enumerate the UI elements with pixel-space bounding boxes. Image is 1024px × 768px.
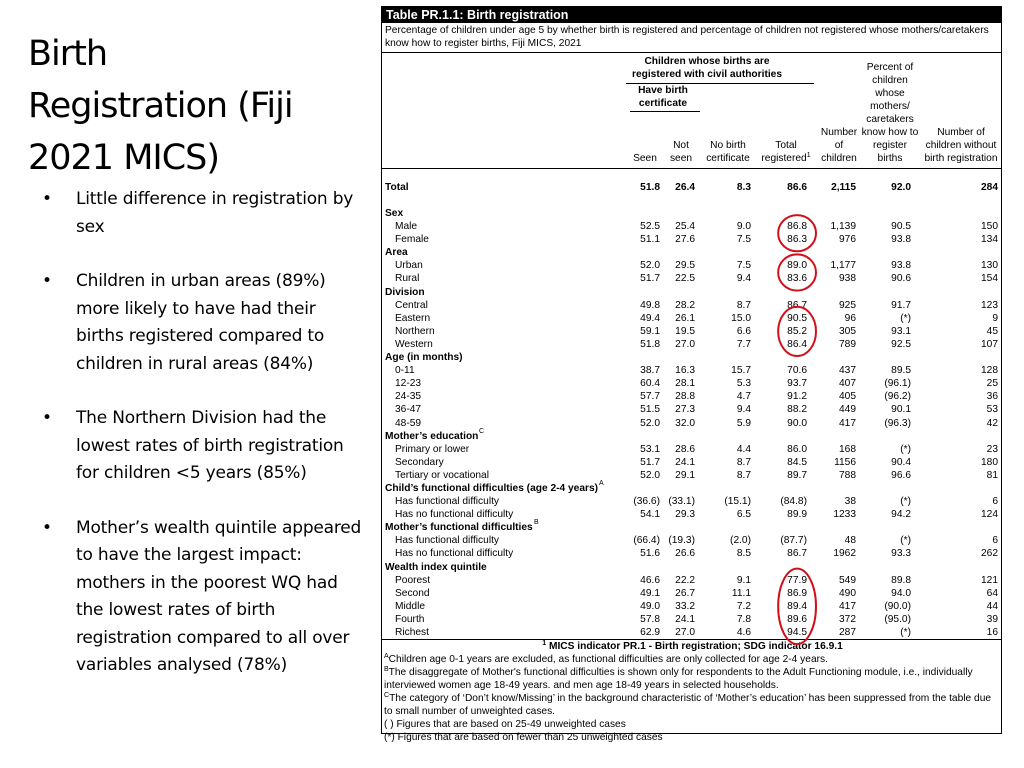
cell-col-3: 86.0 — [787, 443, 807, 455]
col-header-seen: Seen — [633, 153, 657, 164]
row-label: Mother’s education — [385, 430, 479, 442]
cell-col-2: 7.5 — [736, 260, 751, 272]
table-row — [382, 325, 1001, 338]
table-row — [382, 456, 1001, 469]
cell-col-4: 407 — [839, 378, 856, 390]
cell-col-1: 28.8 — [675, 391, 695, 403]
cell-col-4: 417 — [839, 417, 856, 429]
cell-col-4: 1,177 — [830, 260, 856, 272]
cell-col-1: 22.2 — [675, 574, 695, 586]
cell-col-1: 28.2 — [675, 299, 695, 311]
cell-col-1: 24.1 — [675, 456, 695, 468]
cell-col-4: 938 — [839, 273, 856, 285]
row-label: 36-47 — [395, 404, 422, 416]
cell-col-4: 449 — [839, 404, 856, 416]
table-group-heading — [382, 207, 1001, 220]
row-label: Has functional difficulty — [395, 535, 500, 547]
cell-col-6: 262 — [981, 548, 998, 560]
table-row — [382, 469, 1001, 482]
table-group-heading — [382, 246, 1001, 259]
row-label: Middle — [395, 600, 426, 612]
cell-col-5: (*) — [900, 496, 911, 508]
cell-col-5: 91.7 — [891, 299, 911, 311]
table-column-headers — [382, 53, 1001, 169]
cell-col-1: 32.0 — [675, 417, 695, 429]
table-row — [382, 600, 1001, 613]
cell-col-1: 26.6 — [675, 548, 695, 560]
cell-col-0: (36.6) — [633, 496, 660, 508]
cell-col-2: 11.1 — [731, 587, 751, 599]
cell-col-0: 51.7 — [640, 456, 660, 468]
row-label: Richest — [395, 627, 429, 638]
cell-col-4: 1,139 — [830, 221, 856, 233]
cell-col-2: (15.1) — [724, 496, 751, 508]
cell-col-1: 29.3 — [675, 509, 695, 521]
row-label: Division — [385, 286, 425, 298]
cell-col-4: 405 — [839, 391, 856, 403]
cell-col-5: 93.1 — [891, 325, 911, 337]
cell-col-5: 93.3 — [891, 548, 911, 560]
cell-col-6: 44 — [986, 600, 998, 612]
cell-col-2: 6.5 — [736, 509, 751, 521]
cell-col-1: 25.4 — [675, 221, 695, 233]
table-row — [382, 364, 1001, 377]
row-label: Northern — [395, 325, 435, 337]
cell-col-2: (2.0) — [730, 535, 751, 547]
table-group-heading — [382, 561, 1001, 574]
cell-col-2: 4.4 — [736, 443, 751, 455]
cell-col-4: 48 — [844, 535, 856, 547]
cell-col-0: 38.7 — [640, 365, 660, 377]
cell-col-5: 92.5 — [891, 338, 911, 350]
cell-col-5: 93.8 — [891, 260, 911, 272]
cell-col-6: 16 — [986, 627, 998, 638]
row-label: Rural — [395, 273, 420, 285]
table-row — [382, 547, 1001, 560]
cell-col-1: 26.7 — [675, 587, 695, 599]
row-label: Secondary — [395, 456, 444, 468]
cell-col-2: 7.8 — [736, 613, 751, 625]
cell-col-2: 4.7 — [736, 391, 751, 403]
slide-title-line-3: 2021 MICS) — [28, 138, 220, 178]
cell-col-2: 4.6 — [736, 627, 751, 638]
cell-col-0: 49.1 — [640, 587, 660, 599]
cell-col-2: 9.0 — [736, 221, 751, 233]
cell-col-4: 1233 — [833, 509, 856, 521]
cell-col-5: (96.1) — [884, 378, 911, 390]
cell-col-0: 52.0 — [640, 260, 660, 272]
cell-col-0: 53.1 — [640, 443, 660, 455]
table-group-heading — [382, 521, 1001, 534]
cell-col-2: 8.7 — [736, 456, 751, 468]
row-label: Sex — [385, 208, 404, 219]
cell-col-3: 70.6 — [787, 365, 807, 377]
cell-col-1: 24.1 — [675, 613, 695, 625]
row-label: 24-35 — [395, 391, 422, 403]
cell-col-0: 49.8 — [640, 299, 660, 311]
cell-col-5: (96.2) — [884, 391, 911, 403]
row-label: Mother’s functional difficulties — [385, 522, 533, 534]
cell-col-3: (84.8) — [780, 496, 807, 508]
cell-col-1: 29.5 — [675, 260, 695, 272]
cell-col-0: 51.5 — [640, 404, 660, 416]
cell-col-5: 90.4 — [891, 456, 911, 468]
cell-col-4: 1156 — [834, 456, 856, 468]
row-label: Has no functional difficulty — [395, 548, 514, 560]
cell-col-5: 89.8 — [891, 574, 911, 586]
cell-col-2: 7.2 — [736, 600, 751, 612]
cell-col-0: 52.0 — [640, 417, 660, 429]
cell-col-3: 86.9 — [787, 587, 807, 599]
cell-col-2: 5.3 — [736, 378, 751, 390]
cell-col-4: 417 — [839, 600, 856, 612]
cell-col-3: 90.5 — [787, 312, 807, 324]
slide-title-line-2: Registration (Fiji — [28, 86, 293, 126]
table-row — [382, 587, 1001, 600]
cell-col-6: 180 — [981, 456, 998, 468]
cell-col-2: 15.0 — [731, 312, 751, 324]
cell-col-3: 89.0 — [787, 260, 807, 272]
table-row — [382, 443, 1001, 456]
cell-col-0: 49.0 — [640, 600, 660, 612]
cell-col-2: 6.6 — [736, 325, 751, 337]
cell-col-4: 437 — [839, 365, 856, 377]
col-header-total-registered: Total registered$^1$ — [761, 140, 811, 164]
bullet-sex: • Little difference in registration by sex — [42, 186, 362, 241]
cell-col-6: 36 — [986, 391, 998, 403]
cell-col-6: 25 — [986, 378, 998, 390]
row-label: Primary or lower — [395, 443, 470, 455]
cell-col-1: (33.1) — [668, 496, 695, 508]
row-label: Age (in months) — [385, 352, 463, 364]
table-group-heading — [382, 286, 1001, 299]
cell-col-6: 23 — [986, 443, 998, 455]
cell-col-0: 62.9 — [640, 627, 660, 638]
table-row-total — [382, 169, 1001, 207]
cell-col-3: 88.2 — [787, 404, 807, 416]
cell-col-2: 8.7 — [736, 299, 751, 311]
cell-col-6: 81 — [986, 469, 998, 481]
footnote-a: $^A$Children age 0-1 years are excluded, as functional difficulties are only collected for age 2-4 years. — [384, 653, 828, 666]
row-label-superscript: A — [599, 479, 604, 487]
table-group-heading — [382, 427, 1001, 443]
cell-col-5: (90.0) — [884, 600, 911, 612]
cell-col-3: 86.7 — [787, 299, 807, 311]
cell-col-6: 128 — [981, 365, 998, 377]
cell-col-3: 84.5 — [787, 456, 807, 468]
cell-col-1: 29.1 — [675, 469, 695, 481]
bullet-urban-rural: • Children in urban areas (89%) more likely to have had their births registered compared to children in rural areas (84%) — [42, 268, 362, 378]
row-label: Child’s functional difficulties (age 2-4 years) — [385, 482, 599, 494]
cell-col-1: 26.1 — [675, 312, 695, 324]
birth-registration-table — [381, 6, 1002, 744]
row-label: 48-59 — [395, 417, 422, 429]
cell-col-1: 27.0 — [675, 627, 695, 638]
header-have-certificate: Have birth certificate — [638, 85, 688, 109]
cell-col-6: 9 — [992, 312, 998, 324]
cell-col-0: 51.7 — [640, 273, 660, 285]
row-label: Has no functional difficulty — [395, 509, 514, 521]
cell-col-2: 15.7 — [731, 365, 751, 377]
cell-col-4: 305 — [839, 325, 856, 337]
cell-col-0: 51.1 — [640, 234, 660, 246]
cell-col-2: 8.5 — [736, 548, 751, 560]
row-label: Central — [395, 299, 428, 311]
table-row — [382, 259, 1001, 272]
table-body — [382, 169, 1001, 639]
cell-col-4: 168 — [839, 443, 856, 455]
table-row — [382, 495, 1001, 508]
row-label: Total — [385, 182, 409, 193]
cell-col-6: 39 — [986, 613, 998, 625]
table-group-heading — [382, 351, 1001, 364]
cell-col-0: 51.8 — [640, 338, 660, 350]
table-row — [382, 338, 1001, 351]
cell-col-6: 130 — [981, 260, 998, 272]
row-label: Area — [385, 247, 408, 259]
cell-col-1: 27.6 — [675, 234, 695, 246]
cell-col-5: 96.6 — [891, 469, 911, 481]
cell-col-4: 490 — [839, 587, 856, 599]
cell-col-0: 60.4 — [640, 378, 660, 390]
row-label: Fourth — [395, 613, 425, 625]
table-group-heading — [382, 479, 1001, 495]
cell-col-1: 27.3 — [675, 404, 695, 416]
cell-col-1: 28.1 — [675, 378, 695, 390]
cell-col-5: (*) — [900, 627, 911, 638]
cell-col-6: 53 — [986, 404, 998, 416]
cell-col-2: 9.1 — [736, 574, 751, 586]
cell-col-2: 9.4 — [736, 404, 751, 416]
table-footnotes — [382, 639, 1001, 744]
row-label: Urban — [395, 260, 423, 272]
cell-col-2: 8.7 — [736, 469, 751, 481]
cell-col-6: 64 — [986, 587, 998, 599]
table-row — [382, 377, 1001, 390]
cell-col-6: 154 — [981, 273, 998, 285]
cell-col-0: 52.5 — [640, 221, 660, 233]
cell-col-6: 6 — [992, 496, 998, 508]
cell-col-3: 89.7 — [787, 469, 807, 481]
cell-col-2: 5.9 — [736, 417, 751, 429]
cell-col-4: 1962 — [833, 548, 856, 560]
cell-col-6: 284 — [981, 182, 998, 193]
cell-col-4: 789 — [839, 338, 856, 350]
row-label: Western — [395, 338, 433, 350]
table-row — [382, 534, 1001, 547]
row-label: Male — [395, 221, 418, 233]
cell-col-5: (*) — [900, 535, 911, 547]
slide-title-line-1: Birth — [28, 34, 108, 74]
cell-col-4: 788 — [839, 469, 856, 481]
header-registered-group: Children whose births are registered with civil authorities — [631, 56, 783, 80]
cell-col-5: 90.5 — [891, 221, 911, 233]
table-title: Table PR.1.1: Birth registration — [382, 7, 1001, 23]
cell-col-1: 28.6 — [675, 443, 695, 455]
cell-col-6: 6 — [992, 535, 998, 547]
cell-col-3: 77.9 — [787, 574, 807, 586]
cell-col-5: (*) — [900, 443, 911, 455]
table-row — [382, 626, 1001, 639]
cell-col-3: 93.7 — [787, 378, 807, 390]
col-header-pct-know-register: Percent of children whose mothers/ caretakers know how to register births — [861, 62, 919, 164]
cell-col-2: 7.5 — [736, 234, 751, 246]
cell-col-0: 52.0 — [640, 469, 660, 481]
cell-col-1: 19.5 — [675, 325, 695, 337]
cell-col-3: 91.2 — [787, 391, 807, 403]
table-row — [382, 403, 1001, 416]
cell-col-5: (95.0) — [884, 613, 911, 625]
cell-col-6: 123 — [981, 299, 998, 311]
cell-col-4: 96 — [844, 312, 856, 324]
table-subtitle: Percentage of children under age 5 by whether birth is registered and percentage of children not registered whose mothers/caretakers know how to register births, Fiji MICS, 2021 — [382, 23, 1001, 53]
cell-col-0: 49.4 — [640, 312, 660, 324]
cell-col-5: 90.6 — [891, 273, 911, 285]
table-row — [382, 220, 1001, 233]
col-header-number-children: Number of children — [820, 127, 858, 164]
bullet-wealth-quintile: • Mother’s wealth quintile appeared to have the largest impact: mothers in the poorest WQ had the lowest rates of birth registration compared to all over variables analysed (78%) — [42, 515, 362, 680]
row-label: Wealth index quintile — [385, 561, 487, 573]
cell-col-3: 90.0 — [787, 417, 807, 429]
footnote-indicator: $^1$ MICS indicator PR.1 - Birth registration; SDG indicator 16.9.1 — [542, 640, 843, 653]
cell-col-4: 38 — [844, 496, 856, 508]
cell-col-4: 2,115 — [831, 182, 856, 193]
cell-col-1: 33.2 — [675, 600, 695, 612]
cell-col-3: 86.6 — [787, 182, 807, 193]
bullet-northern-division: • The Northern Division had the lowest rates of birth registration for children <5 years (85%) — [42, 405, 362, 488]
cell-col-6: 134 — [981, 234, 998, 246]
table-row — [382, 508, 1001, 521]
cell-col-4: 287 — [839, 627, 856, 638]
row-label: Has functional difficulty — [395, 496, 500, 508]
cell-col-0: 51.8 — [640, 182, 660, 193]
cell-col-1: 22.5 — [675, 273, 695, 285]
cell-col-1: (19.3) — [668, 535, 695, 547]
cell-col-6: 121 — [981, 574, 998, 586]
cell-col-6: 124 — [981, 509, 998, 521]
cell-col-0: 59.1 — [640, 325, 660, 337]
header-cert-underline — [630, 111, 700, 112]
row-label-superscript: C — [479, 427, 485, 435]
cell-col-6: 45 — [986, 325, 998, 337]
col-header-no-certificate: No birth certificate — [706, 140, 750, 164]
cell-col-3: 86.7 — [787, 548, 807, 560]
row-label: 0-11 — [395, 365, 415, 377]
cell-col-3: 89.9 — [787, 509, 807, 521]
cell-col-1: 16.3 — [675, 365, 695, 377]
cell-col-2: 9.4 — [736, 273, 751, 285]
row-label: Tertiary or vocational — [395, 469, 489, 481]
table-row — [382, 233, 1001, 246]
cell-col-6: 107 — [981, 338, 998, 350]
table-row — [382, 613, 1001, 626]
col-header-not-seen: Not seen — [669, 140, 693, 164]
cell-col-3: 89.4 — [787, 600, 807, 612]
table-row — [382, 390, 1001, 403]
cell-col-3: (87.7) — [780, 535, 807, 547]
cell-col-3: 85.2 — [787, 325, 807, 337]
footnote-asterisk: (*) Figures that are based on fewer than 25 unweighted cases — [384, 732, 663, 744]
bullet-list — [42, 186, 362, 707]
cell-col-5: 93.8 — [891, 234, 911, 246]
row-label: 12-23 — [395, 378, 422, 390]
cell-col-0: 46.6 — [640, 574, 660, 586]
cell-col-4: 372 — [839, 613, 856, 625]
cell-col-5: 94.2 — [891, 509, 911, 521]
row-label: Poorest — [395, 574, 431, 586]
cell-col-4: 925 — [839, 299, 856, 311]
table-row — [382, 312, 1001, 325]
cell-col-3: 86.3 — [787, 234, 807, 246]
slide-title — [28, 28, 358, 184]
cell-col-4: 976 — [839, 234, 856, 246]
cell-col-1: 26.4 — [675, 182, 695, 193]
cell-col-5: (*) — [900, 312, 911, 324]
footnote-c: $^C$The category of ‘Don’t know/Missing’ in the background characteristic of ‘Mother’s education’ has been suppressed from the table due to small number of unweighted cases. — [384, 692, 992, 718]
table-row — [382, 299, 1001, 312]
footnote-b: $^B$The disaggregate of Mother's functional difficulties is shown only for respondents to the Adult Functioning module, i.e., individually interviewed women age 18-49 years. and men age 18-49 years in selected households. — [384, 666, 973, 692]
cell-col-3: 83.6 — [787, 273, 807, 285]
footnote-parentheses: ( ) Figures that are based on 25-49 unweighted cases — [384, 719, 626, 731]
cell-col-5: 90.1 — [891, 404, 911, 416]
cell-col-6: 42 — [986, 417, 998, 429]
table-row — [382, 574, 1001, 587]
table-row — [382, 272, 1001, 285]
table-row — [382, 417, 1001, 430]
cell-col-3: 89.6 — [787, 613, 807, 625]
cell-col-6: 150 — [981, 221, 998, 233]
cell-col-3: 94.5 — [787, 627, 807, 638]
cell-col-2: 7.7 — [736, 338, 751, 350]
cell-col-0: 51.6 — [640, 548, 660, 560]
row-label-superscript: B — [534, 519, 539, 527]
cell-col-0: 57.8 — [640, 613, 660, 625]
cell-col-0: 54.1 — [640, 509, 660, 521]
row-label: Female — [395, 234, 429, 246]
row-label: Eastern — [395, 312, 431, 324]
row-label: Second — [395, 587, 430, 599]
cell-col-5: (96.3) — [884, 417, 911, 429]
cell-col-2: 8.3 — [736, 182, 751, 193]
cell-col-0: (66.4) — [633, 535, 660, 547]
cell-col-3: 86.8 — [787, 221, 807, 233]
cell-col-5: 92.0 — [891, 182, 911, 193]
cell-col-3: 86.4 — [787, 338, 807, 350]
cell-col-5: 89.5 — [891, 365, 911, 377]
cell-col-5: 94.0 — [891, 587, 911, 599]
cell-col-0: 57.7 — [640, 391, 660, 403]
col-header-number-without: Number of children without birth registration — [924, 127, 998, 164]
cell-col-1: 27.0 — [675, 338, 695, 350]
cell-col-4: 549 — [839, 574, 856, 586]
